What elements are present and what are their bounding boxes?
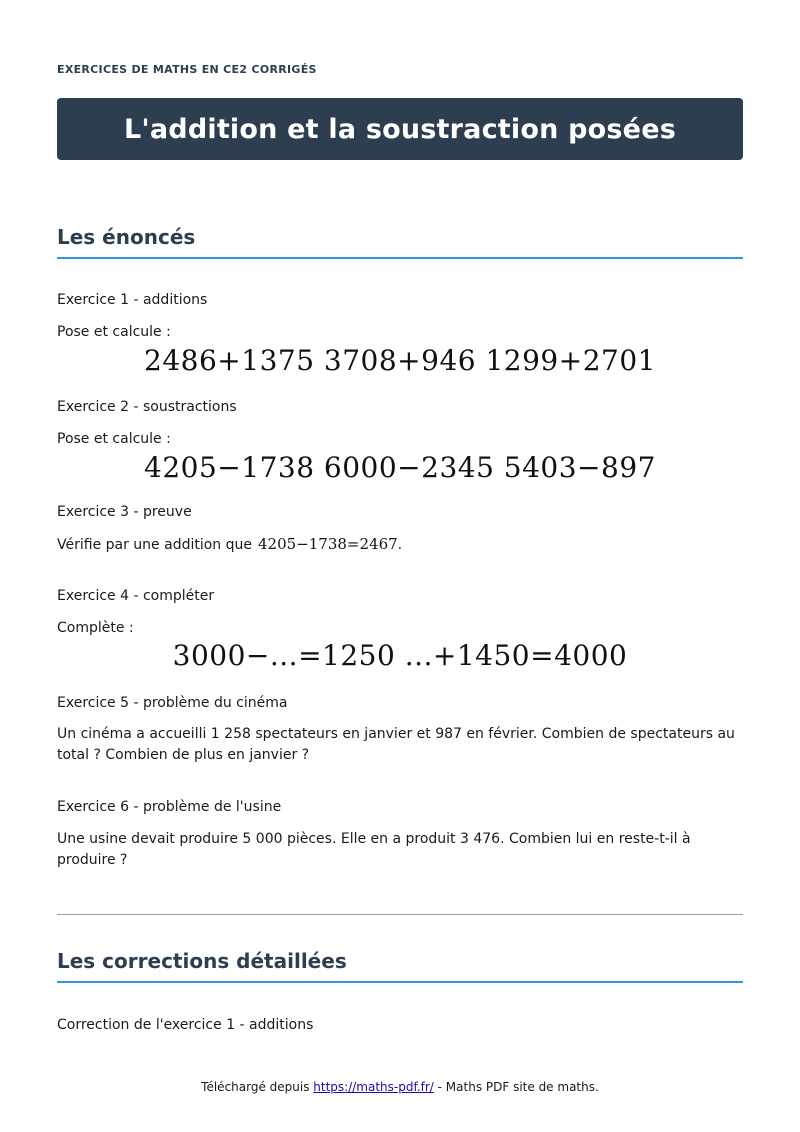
correction-1-heading: Correction de l'exercice 1 - additions — [57, 1017, 314, 1033]
section-statements — [57, 225, 743, 259]
section-divider — [57, 914, 743, 915]
exercise-3-instruction: Vérifie par une addition que — [57, 537, 252, 553]
exercise-6-text: Une usine devait produire 5 000 pièces. Elle en a produit 3 476. Combien lui en reste-t-il à produire ? — [57, 831, 691, 868]
footer-link[interactable]: https://maths-pdf.fr/ — [313, 1080, 434, 1094]
exercise-4-instruction: Complète : — [57, 620, 134, 636]
exercise-2-heading: Exercice 2 - soustractions — [57, 399, 237, 415]
section-corrections-title: Les corrections détaillées — [57, 949, 347, 973]
exercise-3-line — [57, 534, 402, 556]
footer-suffix: - Maths PDF site de maths. — [433, 1080, 599, 1094]
exercise-4-heading: Exercice 4 - compléter — [57, 588, 215, 604]
page-kicker: EXERCICES DE MATHS EN CE2 CORRIGÉS — [57, 63, 317, 76]
exercise-5-heading: Exercice 5 - problème du cinéma — [57, 695, 288, 711]
footer-prefix: Téléchargé depuis — [201, 1080, 314, 1094]
exercise-3-heading: Exercice 3 - preuve — [57, 504, 192, 520]
exercise-2-instruction: Pose et calcule : — [57, 431, 171, 447]
section-statements-title: Les énoncés — [57, 225, 196, 249]
page-footer — [0, 1080, 800, 1094]
exercise-3-suffix: . — [397, 537, 403, 553]
exercise-2-math: 4205−1738 6000−2345 5403−897 — [144, 451, 656, 484]
exercise-1-heading: Exercice 1 - additions — [57, 292, 208, 308]
exercise-1-math: 2486+1375 3708+946 1299+2701 — [144, 344, 656, 377]
exercise-1-instruction: Pose et calcule : — [57, 324, 171, 340]
exercise-5-text: Un cinéma a accueilli 1 258 spectateurs en janvier et 987 en février. Combien de spectateurs au total ? Combien de plus en janvier ? — [57, 726, 735, 763]
title-banner — [57, 98, 743, 160]
exercise-4-math: 3000−...=1250 ...+1450=4000 — [172, 639, 628, 672]
exercise-6-heading: Exercice 6 - problème de l'usine — [57, 799, 282, 815]
exercise-3-math: 4205−1738=2467 — [258, 535, 398, 553]
page-title: L'addition et la soustraction posées — [124, 113, 676, 145]
section-corrections — [57, 949, 743, 983]
